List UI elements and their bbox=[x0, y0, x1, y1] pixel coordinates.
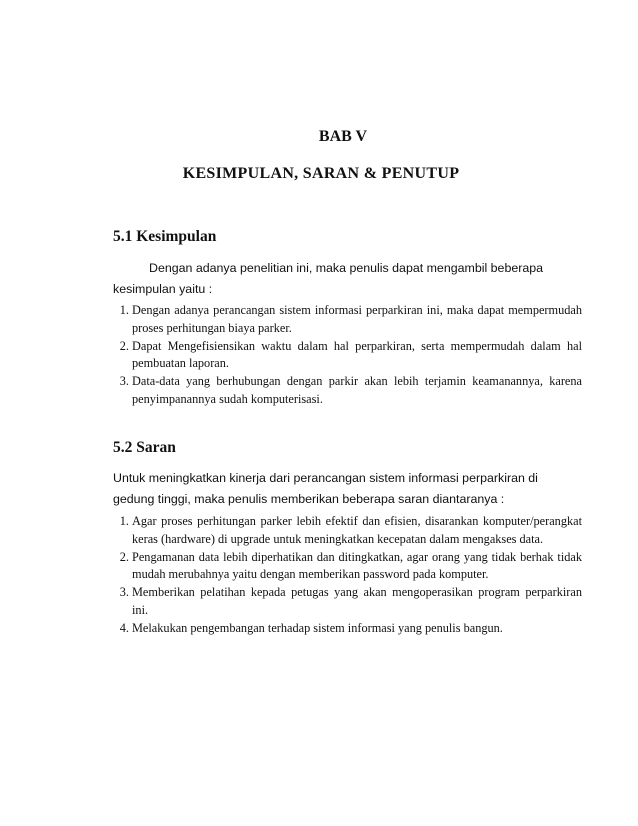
list-item: 3. Memberikan pelatihan kepada petugas yang akan mengoperasikan program perparkiran ini. bbox=[132, 584, 582, 620]
list-item: 2. Dapat Mengefisiensikan waktu dalam hal perparkiran, serta mempermudah dalam hal pembuatan laporan. bbox=[132, 338, 582, 374]
list-item: 2. Pengamanan data lebih diperhatikan dan ditingkatkan, agar orang yang tidak berhak tidak mudah merubahnya yaitu dengan memberikan password pada komputer. bbox=[132, 549, 582, 585]
saran-list bbox=[113, 513, 582, 638]
kesimpulan-intro: Dengan adanya penelitian ini, maka penulis dapat mengambil beberapa kesimpulan yaitu : bbox=[113, 261, 544, 296]
chapter-number: BAB V bbox=[318, 128, 368, 145]
list-item: 3. Data-data yang berhubungan dengan parkir akan lebih terjamin keamanannya, karena penyimpanannya sudah komputerisasi. bbox=[132, 373, 582, 409]
kesimpulan-list bbox=[113, 302, 582, 409]
section-heading-saran: 5.2 Saran bbox=[113, 439, 176, 456]
section-heading-kesimpulan: 5.1 Kesimpulan bbox=[113, 228, 217, 245]
saran-intro: Untuk meningkatkan kinerja dari perancangan sistem informasi perparkiran di gedung tinggi, maka penulis memberikan beberapa saran diantaranya : bbox=[113, 471, 538, 506]
list-item: 1. Dengan adanya perancangan sistem informasi perparkiran ini, maka dapat mempermudah proses perhitungan biaya parker. bbox=[132, 302, 582, 338]
list-item: 1. Agar proses perhitungan parker lebih efektif dan efisien, disarankan komputer/perangkat keras (hardware) di upgrade untuk meningkatkan kecepatan dalam mengakses data. bbox=[132, 513, 582, 549]
list-item: 4. Melakukan pengembangan terhadap sistem informasi yang penulis bangun. bbox=[132, 620, 582, 638]
chapter-title: KESIMPULAN, SARAN & PENUTUP bbox=[182, 165, 460, 182]
